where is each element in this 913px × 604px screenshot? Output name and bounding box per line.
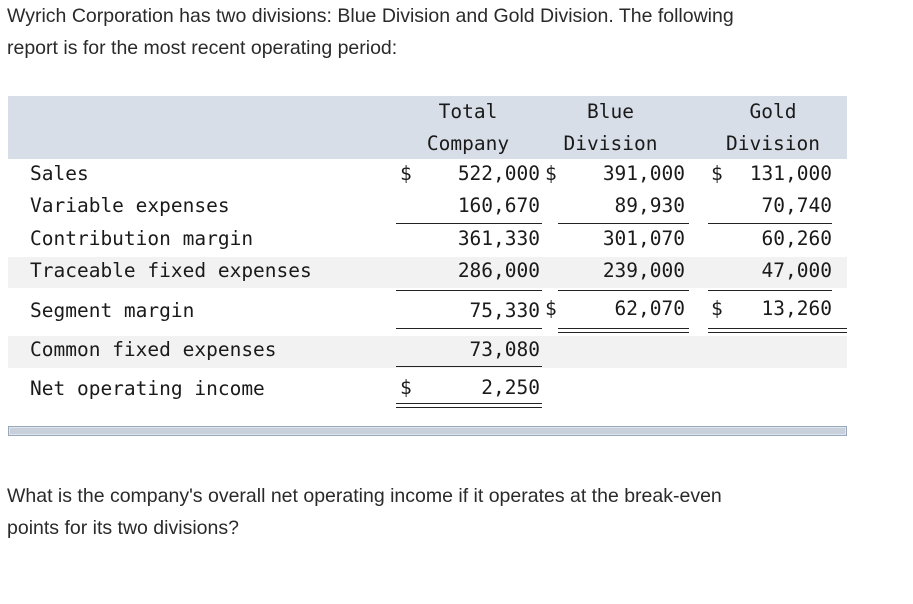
double-underline-rule <box>708 328 847 329</box>
header-blue-division: Blue Division <box>563 100 658 155</box>
header-gold-division: Gold Division <box>726 100 820 155</box>
double-underline-rule <box>396 403 542 404</box>
subtotal-rule <box>558 223 689 224</box>
double-underline-rule <box>558 328 689 329</box>
currency-symbol: $ <box>400 376 412 399</box>
scrollbar-thumb[interactable] <box>10 428 845 434</box>
sales-blue: 391,000 <box>602 162 685 185</box>
double-underline-rule <box>558 332 689 333</box>
subtotal-rule <box>396 223 542 224</box>
common-fixed-total: 73,080 <box>469 338 540 361</box>
row-label-sales: Sales <box>30 162 89 185</box>
contribution-margin-blue: 301,070 <box>602 227 685 250</box>
traceable-fixed-total: 286,000 <box>457 259 540 282</box>
subtotal-rule <box>396 328 542 329</box>
row-label-segment-margin: Segment margin <box>30 299 195 322</box>
contribution-margin-gold: 60,260 <box>761 227 832 250</box>
subtotal-rule <box>396 366 542 367</box>
segment-report-table <box>8 96 847 408</box>
currency-symbol: $ <box>545 162 557 185</box>
question-text <box>7 480 907 544</box>
variable-expenses-blue: 89,930 <box>614 194 685 217</box>
double-underline-rule <box>708 332 847 333</box>
header-total-company: Total Company <box>426 100 510 155</box>
subtotal-rule <box>396 290 542 291</box>
intro-line-2: report is for the most recent operating period: <box>7 37 398 59</box>
currency-symbol: $ <box>711 297 723 320</box>
contribution-margin-total: 361,330 <box>457 227 540 250</box>
row-label-contribution-margin: Contribution margin <box>30 227 254 250</box>
currency-symbol: $ <box>400 162 412 185</box>
intro-line-1: Wyrich Corporation has two divisions: Blue Division and Gold Division. The following <box>7 5 734 27</box>
row-label-net-operating-income: Net operating income <box>30 377 265 400</box>
row-label-common-fixed-expenses: Common fixed expenses <box>30 338 277 361</box>
net-operating-income-total: 2,250 <box>481 376 540 399</box>
traceable-fixed-gold: 47,000 <box>761 259 832 282</box>
sales-total: 522,000 <box>457 162 540 185</box>
subtotal-rule <box>708 290 832 291</box>
subtotal-rule <box>558 290 689 291</box>
question-line-1: What is the company's overall net operating income if it operates at the break-even <box>7 485 722 507</box>
segment-margin-blue: 62,070 <box>614 297 685 320</box>
intro-text <box>7 0 907 64</box>
variable-expenses-total: 160,670 <box>457 194 540 217</box>
subtotal-rule <box>708 223 832 224</box>
question-line-2: points for its two divisions? <box>7 517 239 539</box>
variable-expenses-gold: 70,740 <box>761 194 832 217</box>
horizontal-scrollbar[interactable] <box>8 426 847 436</box>
row-label-variable-expenses: Variable expenses <box>30 194 230 217</box>
traceable-fixed-blue: 239,000 <box>602 259 685 282</box>
segment-margin-gold: 13,260 <box>761 297 832 320</box>
currency-symbol: $ <box>711 162 723 185</box>
currency-symbol: $ <box>545 297 557 320</box>
row-label-traceable-fixed-expenses: Traceable fixed expenses <box>30 259 312 282</box>
double-underline-rule <box>396 407 542 408</box>
sales-gold: 131,000 <box>749 162 832 185</box>
segment-margin-total: 75,330 <box>469 299 540 322</box>
